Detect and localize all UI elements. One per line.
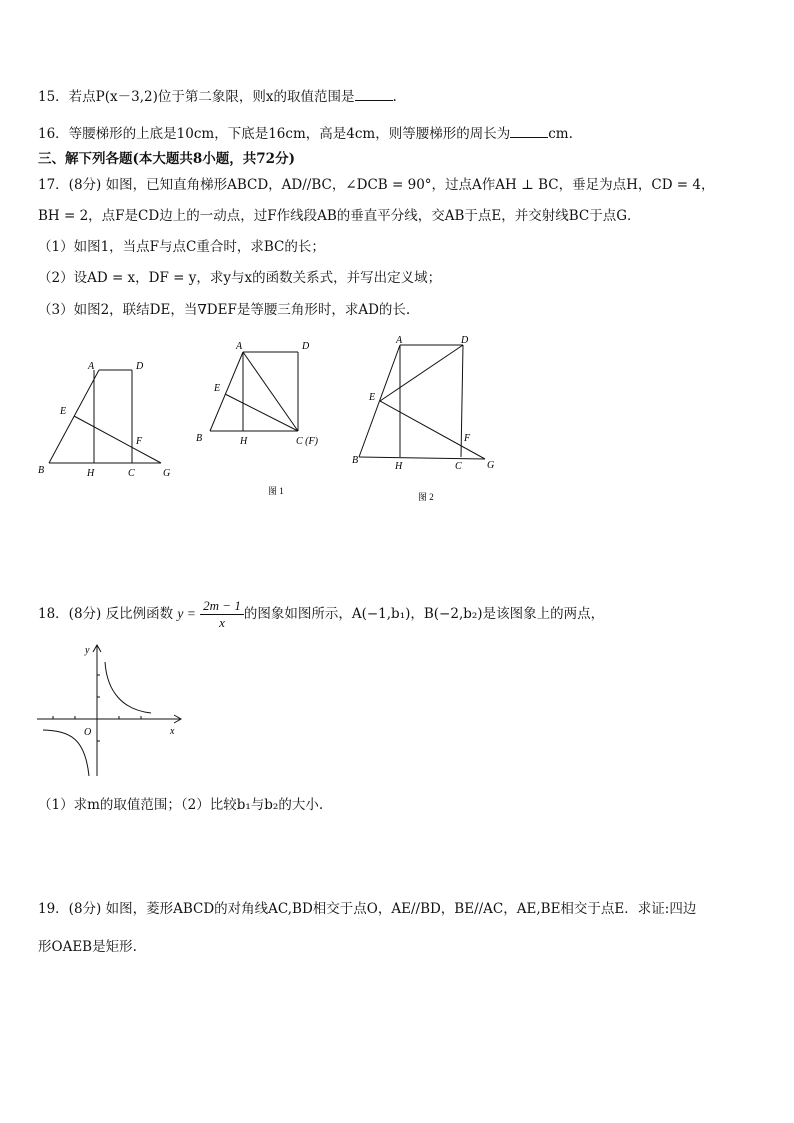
q15-blank (355, 87, 393, 101)
q18-y-eq: y = (177, 606, 196, 621)
figure-2 (345, 330, 505, 510)
graph-x-label: x (170, 726, 175, 737)
q15-text: 15．若点P(x－3,2)位于第二象限，则x的取值范围是 . (38, 89, 397, 105)
q18-line: 18．(8分) 反比例函数 y = $\frac{2m - 1}{x}$ 的图象如图所示，A(−1,b₁)，B(−2,b₂)是该图象上的两点， (38, 598, 605, 630)
fig0-label-E: E (60, 406, 67, 417)
fig2-label-H: H (395, 461, 403, 472)
fig1-label-B: B (196, 433, 203, 444)
fig1-caption: 图 1 (268, 486, 284, 496)
fig1-label-A: A (236, 341, 243, 352)
fig2-caption: 图 2 (418, 492, 434, 502)
graph-y-label: y (85, 645, 90, 656)
fig2-label-G: G (487, 460, 495, 471)
q18-denominator: x (219, 615, 225, 630)
graph-origin-label: O (84, 727, 92, 738)
fig2-label-C: C (455, 461, 462, 472)
fig0-label-F: F (136, 436, 143, 447)
fig1-label-H: H (240, 436, 248, 447)
section-heading: 三、解下列各题(本大题共8小题，共72分) (38, 151, 295, 167)
q17-sub1: （1）如图1，当点F与点C重合时，求BC的长； (38, 239, 325, 255)
fig2-label-A: A (396, 335, 403, 346)
q17-line1: 17．(8分) 如图，已知直角梯形ABCD，AD//BC，∠DCB = 90°，过点A作AH ⊥ BC，垂足为点H，CD = 4， (38, 177, 715, 193)
figure-trapezoid-0 (30, 352, 190, 487)
q18-sub: （1）求m的取值范围；（2）比较b₁与b₂的大小. (38, 797, 324, 813)
q17-sub3: （3）如图2，联结DE，当∇DEF是等腰三角形时，求AD的长. (38, 302, 411, 318)
q19-line1: 19．(8分) 如图，菱形ABCD的对角线AC,BD相交于点O，AE//BD，BE//AC，AE,BE相交于点E．求证:四边 (38, 901, 697, 917)
fig0-label-B: B (38, 465, 45, 476)
fig0-label-C: C (128, 468, 135, 479)
fig2-label-B: B (352, 455, 359, 466)
q16-text: 16．等腰梯形的上底是10cm，下底是16cm，高是4cm，则等腰梯形的周长为 cm. (38, 126, 573, 142)
fig2-label-F: F (464, 433, 471, 444)
fig1-label-E: E (214, 383, 221, 394)
q16-blank (510, 124, 548, 138)
fig0-label-G: G (163, 468, 171, 479)
fig1-label-C: C (F) (296, 436, 318, 447)
q18-fraction (200, 598, 244, 631)
q17-line2: BH = 2，点F是CD边上的一动点，过F作线段AB的垂直平分线，交AB于点E，并交射线BC于点G． (38, 208, 641, 224)
q18-numerator: 2m − 1 (200, 598, 244, 615)
fig0-label-H: H (87, 468, 95, 479)
fig0-label-A: A (88, 361, 95, 372)
fig0-label-D: D (136, 361, 144, 372)
hyperbola-graph (35, 642, 195, 782)
fig2-label-E: E (369, 392, 376, 403)
fig2-label-D: D (461, 335, 469, 346)
q19-line2: 形OAEB是矩形. (38, 939, 137, 955)
fig1-label-D: D (302, 341, 310, 352)
q17-sub2: （2）设AD = x，DF = y，求y与x的函数关系式，并写出定义域； (38, 270, 442, 286)
figure-1 (190, 335, 340, 505)
